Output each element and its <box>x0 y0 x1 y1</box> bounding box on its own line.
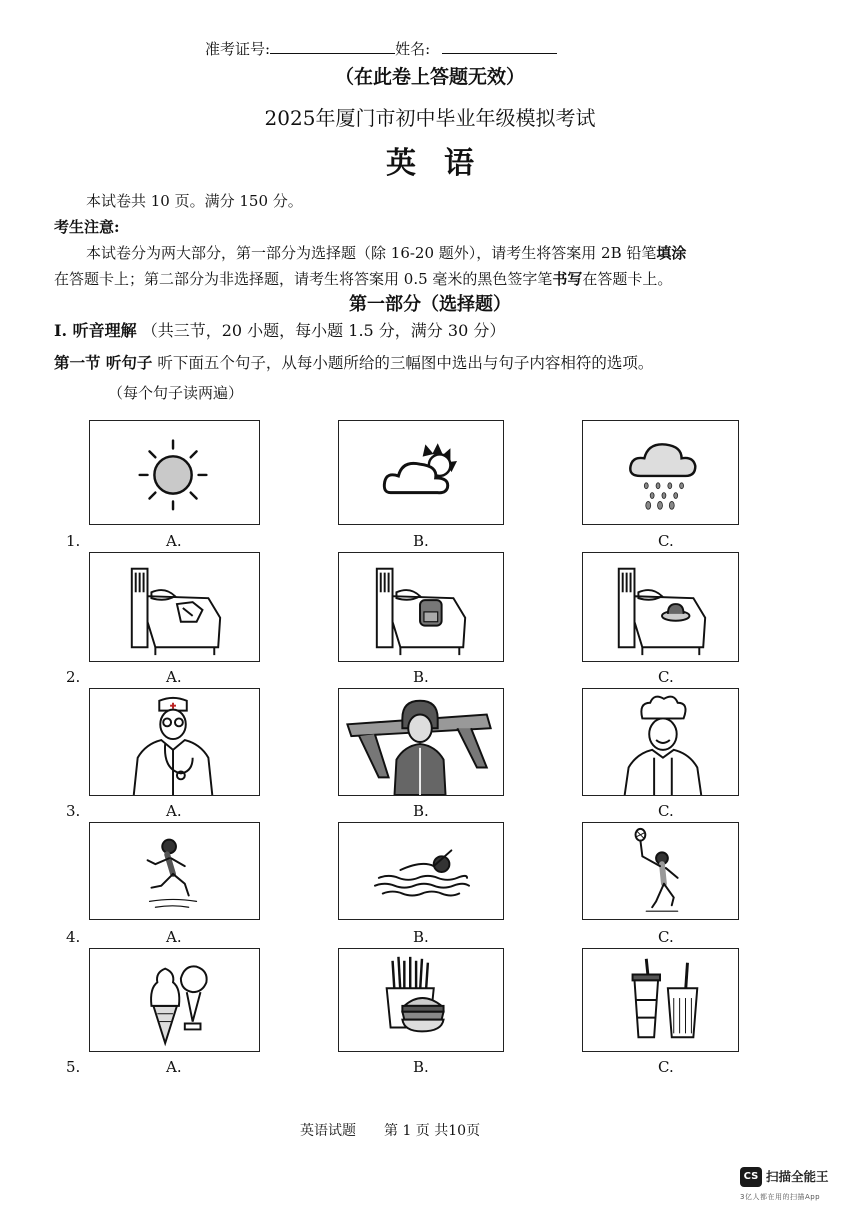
q5-option-a-image[interactable] <box>89 948 260 1052</box>
q5-option-b-label[interactable]: B. <box>413 1058 429 1076</box>
notice-text-b-end: 在答题卡上。 <box>582 270 673 288</box>
subsection-one-label: 第一节 听句子 <box>54 353 153 372</box>
subject-title: 英语 <box>386 146 502 181</box>
section-one-heading <box>54 318 505 344</box>
page-count-line: 本试卷共 10 页。满分 150 分。 <box>86 192 303 210</box>
q1-number: 1. <box>66 532 81 550</box>
bed-backpack-icon <box>339 553 503 661</box>
invalid-answer-notice: （在此卷上答题无效） <box>334 66 525 88</box>
q1-option-a-label[interactable]: A. <box>166 532 182 550</box>
q3-number: 3. <box>66 802 81 820</box>
name-label: 姓名: <box>395 40 431 58</box>
q5-option-a-label[interactable]: A. <box>166 1058 182 1076</box>
part-one-title: 第一部分（选择题） <box>349 294 511 315</box>
fast-food-icon <box>339 949 503 1051</box>
q1-option-b-image[interactable] <box>338 420 504 525</box>
q4-option-a-image[interactable] <box>89 822 260 920</box>
q2-option-b-label[interactable]: B. <box>413 668 429 686</box>
q4-option-c-image[interactable] <box>582 822 739 920</box>
notice-text-b: 在答题卡上；第二部分为非选择题，请考生将答案用 0.5 毫米的黑色签字笔 <box>54 270 553 288</box>
q5-number: 5. <box>66 1058 81 1076</box>
q4-option-a-label[interactable]: A. <box>166 928 182 946</box>
camscanner-logo-icon: CS <box>740 1167 762 1187</box>
subsection-one-heading <box>54 350 653 376</box>
notice-paragraph-line1 <box>86 240 686 266</box>
notice-text-a: 本试卷分为两大部分，第一部分为选择题（除 16-20 题外），请考生将答案用 2B 铅笔 <box>86 244 657 262</box>
q1-option-b-label[interactable]: B. <box>413 532 429 550</box>
running-boy-icon <box>90 823 259 919</box>
pilot-icon <box>339 689 503 795</box>
sun-icon <box>90 421 259 524</box>
q4-option-b-image[interactable] <box>338 822 504 920</box>
q5-option-c-label[interactable]: C. <box>658 1058 674 1076</box>
q1-option-c-image[interactable] <box>582 420 739 525</box>
notice-bold-write: 书写 <box>552 270 583 288</box>
q2-option-a-image[interactable] <box>89 552 260 662</box>
q2-option-a-label[interactable]: A. <box>166 668 182 686</box>
q3-option-a-image[interactable] <box>89 688 260 796</box>
exam-id-blank <box>270 39 395 54</box>
q3-option-c-image[interactable] <box>582 688 739 796</box>
bed-clothes-icon <box>90 553 259 661</box>
notice-paragraph-line2 <box>54 266 672 292</box>
footer-page-number: 第 1 页 共10页 <box>384 1123 481 1139</box>
name-blank <box>442 39 557 54</box>
read-twice-note: （每个句子读两遍） <box>108 384 244 402</box>
q4-number: 4. <box>66 928 81 946</box>
cloud-sun-icon <box>339 421 503 524</box>
scanner-watermark <box>740 1165 850 1211</box>
section-one-label: I. 听音理解 <box>54 321 137 340</box>
exam-id-field <box>205 38 557 59</box>
rain-cloud-icon <box>583 421 738 524</box>
watermark-tagline: 3亿人都在用的扫描App <box>740 1193 821 1201</box>
exam-id-label: 准考证号: <box>205 40 271 58</box>
bed-hat-icon <box>583 553 738 661</box>
q4-option-c-label[interactable]: C. <box>658 928 674 946</box>
q2-option-b-image[interactable] <box>338 552 504 662</box>
footer-subject: 英语试题 <box>300 1123 356 1139</box>
q2-option-c-image[interactable] <box>582 552 739 662</box>
q2-number: 2. <box>66 668 81 686</box>
drinks-icon <box>583 949 738 1051</box>
section-one-desc: （共三节，20 小题，每小题 1.5 分，满分 30 分） <box>141 321 506 340</box>
q2-option-c-label[interactable]: C. <box>658 668 674 686</box>
q3-option-a-label[interactable]: A. <box>166 802 182 820</box>
q4-option-b-label[interactable]: B. <box>413 928 429 946</box>
subsection-one-desc: 听下面五个句子，从每小题所给的三幅图中选出与句子内容相符的选项。 <box>157 354 654 372</box>
q1-option-a-image[interactable] <box>89 420 260 525</box>
q3-option-b-image[interactable] <box>338 688 504 796</box>
notice-heading: 考生注意: <box>54 218 120 236</box>
watermark-app-name: 扫描全能王 <box>766 1169 829 1184</box>
notice-bold-fill: 填涂 <box>656 244 687 262</box>
q3-option-c-label[interactable]: C. <box>658 802 674 820</box>
q5-option-c-image[interactable] <box>582 948 739 1052</box>
q3-option-b-label[interactable]: B. <box>413 802 429 820</box>
q5-option-b-image[interactable] <box>338 948 504 1052</box>
badminton-boy-icon <box>583 823 738 919</box>
exam-title: 2025年厦门市初中毕业年级模拟考试 <box>264 106 596 130</box>
ice-cream-icon <box>90 949 259 1051</box>
doctor-icon <box>90 689 259 795</box>
swimming-boy-icon <box>339 823 503 919</box>
chef-icon <box>583 689 738 795</box>
q1-option-c-label[interactable]: C. <box>658 532 674 550</box>
